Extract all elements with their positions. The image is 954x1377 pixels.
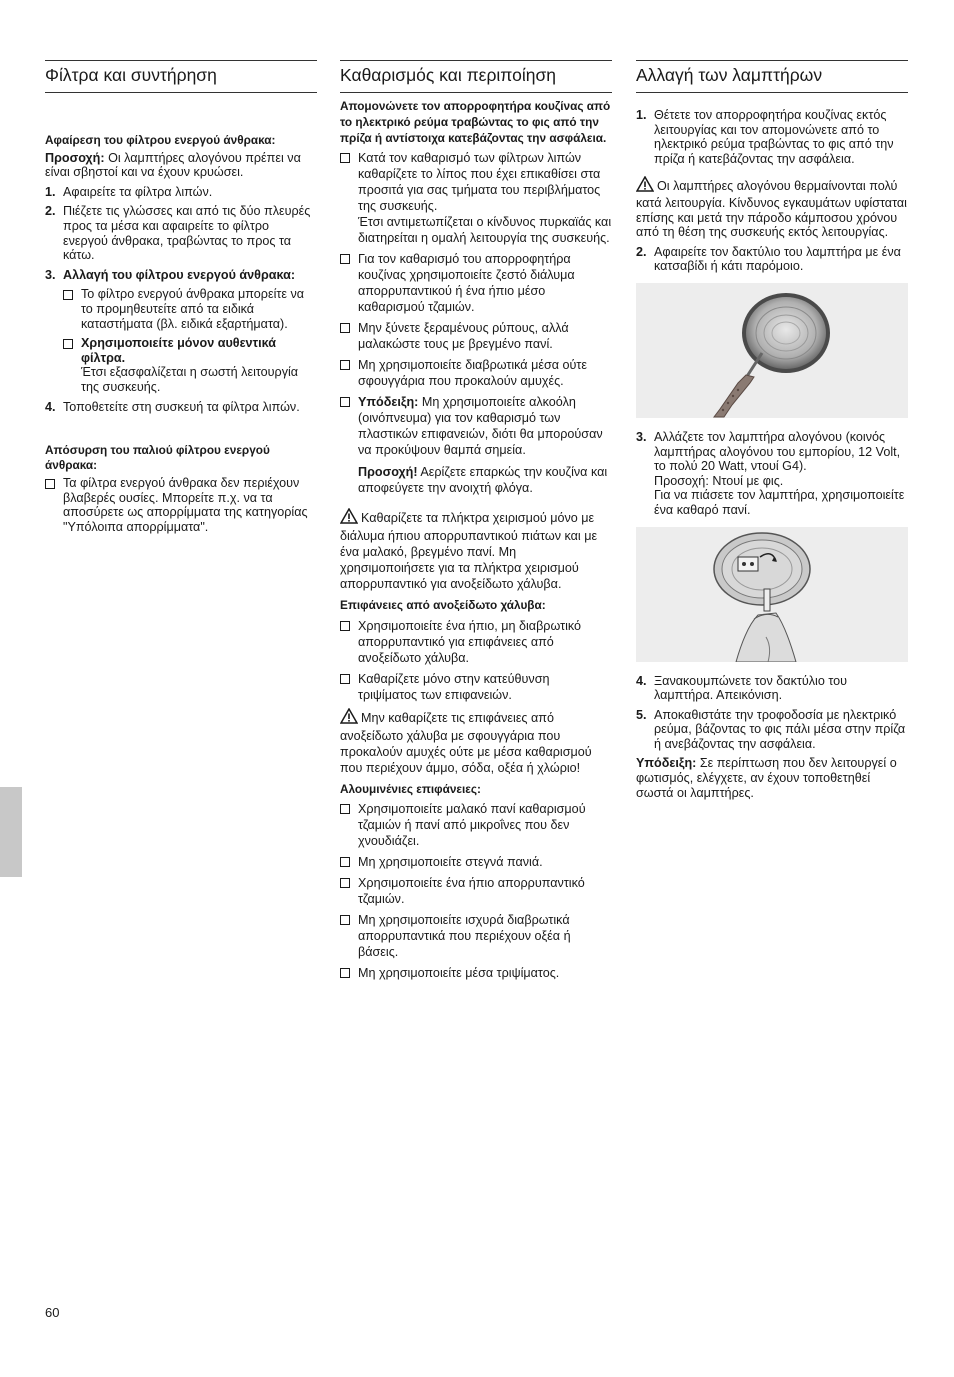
checkbox-bullet-icon (340, 397, 350, 407)
step-number: 4. (636, 673, 647, 688)
chapter-title-lamps: Αλλαγή των λαμπτήρων (636, 60, 908, 93)
checkbox-bullet-icon (63, 290, 73, 300)
bullet-text: Μην ξύνετε ξεραμένους ρύπους, αλλά μαλακώστε τους με βρεγμένο πανί. (358, 321, 569, 351)
caution-paragraph (45, 151, 317, 180)
bullet-text: Τα φίλτρα ενεργού άνθρακα δεν περιέχουν βλαβερές ουσίες. Μπορείτε π.χ. να τα αποσύρετε ως απορρίμματα της κατηγορίας "Υπόλοιπα απορρίμματα". (63, 476, 308, 535)
checkbox-bullet-icon (340, 360, 350, 370)
chapter-title-cleaning: Καθαρισμός και περιποίηση (340, 60, 612, 93)
caution-text: Οι λαμπτήρες αλογόνου πρέπει να είναι σβηστοί και να έχουν κρυώσει. (45, 150, 301, 180)
checkbox-bullet-icon (340, 968, 350, 978)
warning-paragraph (340, 708, 612, 776)
warning-triangle-icon (636, 176, 654, 196)
list-item (340, 357, 612, 389)
checkbox-bullet-icon (340, 323, 350, 333)
warning-paragraph (636, 176, 908, 239)
checkbox-bullet-icon (63, 339, 73, 349)
bullet-text-cont: Έτσι αντιμετωπίζεται ο κίνδυνος πυρκαϊάς και διατηρείται η ομαλή λειτουργία της συσκευής. (358, 215, 612, 245)
step-number: 3. (45, 267, 56, 282)
bullet-text: Μη χρησιμοποιείτε αλκοόλη (οινόπνευμα) για τον καθαρισμό των πλαστικών επιφανειών, διότι θα μπορούσαν να προκύψουν θαμπά σημεία. (358, 395, 603, 457)
step-text: Ξανακουμπώνετε τον δακτύλιο του λαμπτήρα. Απεικόνιση. (654, 673, 848, 703)
bullet-bold-text: Χρησιμοποιείτε μόνον αυθεντικά φίλτρα. (81, 336, 277, 365)
illustration-remove-ring (636, 283, 908, 418)
list-item (340, 251, 612, 315)
bullet-text: Χρησιμοποιείτε ένα ήπιο, μη διαβρωτικό απορρυπαντικό για επιφάνειες από ανοξείδωτο χάλυβα. (358, 618, 582, 665)
list-item (636, 674, 908, 703)
list-item (340, 854, 612, 870)
checkbox-bullet-icon (340, 804, 350, 814)
lamp-ring-screwdriver-image (636, 283, 908, 418)
column-lamps (636, 60, 908, 805)
bullet-text: Καθαρίζετε μόνο στην κατεύθυνση τριψίματος των επιφανειών. (358, 671, 550, 702)
warning-text: Οι λαμπτήρες αλογόνου θερμαίνονται πολύ κατά λειτουργία. Κίνδυνος εγκαυμάτων υφίσταται επίσης και μετά την πάροδο κάμποσου χρόνου από τη θέση της συσκευής εκτός λειτουργίας. (636, 179, 907, 240)
list-item (636, 108, 908, 166)
step-text: Αλλάζετε τον λαμπτήρα αλογόνου (κοινός λαμπτήρας αλογόνου του εμπορίου, 12 Volt, το πολύ 20 Watt, ντουί G4). (654, 429, 901, 474)
list-item (45, 400, 317, 415)
step-text: Αλλαγή του φίλτρου ενεργού άνθρακα: (63, 267, 296, 282)
checkbox-bullet-icon (340, 878, 350, 888)
checkbox-bullet-icon (340, 621, 350, 631)
warning-paragraph (340, 508, 612, 592)
step-text: Θέτετε τον απορροφητήρα κουζίνας εκτός λειτουργίας και τον απομονώνετε από το ηλεκτρικό ρεύμα τραβώντας το φις από την πρίζα ή κατεβάζοντας την ασφάλεια. (654, 108, 894, 166)
list-item (340, 671, 612, 703)
bullet-text: Κατά τον καθαρισμό των φίλτρων λιπών καθαρίζετε το λίπος που έχει επικαθίσει στα προσιτά για σας τμήματα του περιβλήματος της συσκευής. (358, 151, 601, 213)
note-text: Σε περίπτωση που δεν λειτουργεί ο φωτισμός, ελέγχετε, αν έχουν τοποθετηθεί σωστά οι λαμπτήρες. (636, 756, 897, 800)
list-item (45, 185, 317, 200)
intro-warning: Απομονώνετε τον απορροφητήρα κουζίνας από το ηλεκτρικό ρεύμα τραβώντας το φις από την πρίζα ή αντίστοιχα κατεβάζοντας την ασφάλεια. (340, 99, 611, 145)
section-tab-marker (0, 787, 22, 877)
section-title-disposal: Απόσυρση του παλιού φίλτρου ενεργού άνθρακα: (45, 443, 270, 472)
section-title-aluminium: Αλουμινένιες επιφάνειες: (340, 781, 481, 796)
list-item (340, 875, 612, 907)
bullet-text: Μη χρησιμοποιείτε στεγνά πανιά. (358, 855, 543, 870)
step-text: Πιέζετε τις γλώσσες και από τις δύο πλευρές προς τα μέσα και αφαιρείτε το φίλτρο ενεργού άνθρακα, τραβώντας το προς τα κάτω. (63, 204, 311, 263)
list-item (340, 912, 612, 960)
list-item (340, 965, 612, 981)
bullet-text: Μη χρησιμοποιείτε διαβρωτικά μέσα ούτε σφουγγάρια που προκαλούν αμυχές. (358, 358, 587, 388)
list-item (45, 204, 317, 262)
caution-label: Προσοχή: (45, 150, 105, 165)
checkbox-bullet-icon (340, 254, 350, 264)
note-label: Υπόδειξη: (358, 395, 419, 409)
list-item (340, 618, 612, 666)
note-label: Υπόδειξη: (636, 756, 697, 771)
note-paragraph (636, 756, 908, 800)
step-text: Αφαιρείτε τον δακτύλιο του λαμπτήρα με ένα κατσαβίδι ή κάτι παρόμοιο. (654, 244, 901, 274)
warning-triangle-icon (340, 508, 358, 528)
list-item (45, 476, 317, 534)
list-item (63, 287, 317, 331)
checkbox-bullet-icon (340, 915, 350, 925)
step-number: 2. (636, 244, 647, 259)
list-item (63, 336, 317, 394)
list-item (340, 394, 612, 496)
section-title-stainless: Επιφάνειες από ανοξείδωτο χάλυβα: (340, 598, 546, 612)
checkbox-bullet-icon (340, 674, 350, 684)
list-item (340, 150, 612, 246)
bullet-text: Μη χρησιμοποιείτε ισχυρά διαβρωτικά απορρυπαντικά που περιέχουν οξέα ή βάσεις. (358, 913, 571, 960)
step-text: Αφαιρείτε τα φίλτρα λιπών. (63, 184, 213, 199)
column-cleaning (340, 60, 612, 986)
step-number: 3. (636, 429, 647, 444)
warning-text: Μην καθαρίζετε τις επιφάνειες από ανοξείδωτο χάλυβα με σφουγγάρια που προκαλούν αμυχές ούτε με μέσα καθαρισμού που περιέχουν άμμο, σόδα, οξέα ή χλώριο! (340, 710, 592, 775)
step-number: 1. (45, 184, 56, 199)
illustration-replace-bulb (636, 527, 908, 662)
list-item (340, 801, 612, 849)
bullet-text: Το φίλτρο ενεργού άνθρακα μπορείτε να το προμηθευτείτε από τα ειδικά καταστήματα (βλ. ειδικά εξαρτήματα). (81, 287, 305, 331)
step-text: Τοποθετείτε στη συσκευή τα φίλτρα λιπών. (63, 399, 300, 414)
step-number: 5. (636, 707, 647, 722)
bullet-text: Μη χρησιμοποιείτε μέσα τριψίματος. (358, 966, 560, 981)
page-number: 60 (45, 1305, 60, 1320)
caution-label: Προσοχή! (358, 465, 418, 479)
list-item (636, 708, 908, 752)
warning-triangle-icon (340, 708, 358, 728)
step-text-line3: Για να πιάσετε τον λαμπτήρα, χρησιμοποιείτε ένα καθαρό πανί. (654, 488, 905, 517)
chapter-title-filters: Φίλτρα και συντήρηση (45, 60, 317, 93)
bullet-text: Για τον καθαρισμό του απορροφητήρα κουζίνας χρησιμοποιείτε ζεστό διάλυμα απορρυπαντικού ή ένα ήπιο μέσο καθαρισμού τζαμιών. (358, 252, 575, 314)
caution-text: Αερίζετε επαρκώς την κουζίνα και αποφεύγετε την ανοιχτή φλόγα. (358, 465, 608, 495)
list-item (636, 430, 908, 518)
list-item (45, 268, 317, 283)
bullet-text: Χρησιμοποιείτε ένα ήπιο απορρυπαντικό τζαμιών. (358, 876, 585, 907)
checkbox-bullet-icon (340, 857, 350, 867)
bullet-text: Χρησιμοποιείτε μαλακό πανί καθαρισμού τζαμιών ή πανί από μικροΐνες που δεν χνουδιάζει. (358, 802, 586, 849)
step-number: 1. (636, 108, 647, 122)
section-title-remove-filter: Αφαίρεση του φίλτρου ενεργού άνθρακα: (45, 133, 276, 147)
list-item (340, 320, 612, 352)
step-text: Αποκαθιστάτε την τροφοδοσία με ηλεκτρικό ρεύμα, βάζοντας το φις πάλι μέσα στην πρίζα ή ανεβάζοντας την ασφάλεια. (654, 707, 906, 751)
checkbox-bullet-icon (340, 153, 350, 163)
step-text-line2: Προσοχή: Ντουί με φις. (654, 473, 784, 488)
column-filters (45, 60, 317, 540)
warning-text: Καθαρίζετε τα πλήκτρα χειρισμού μόνο με διάλυμα ήπιου απορρυπαντικού πιάτων και με ένα μαλακό, βρεγμένο πανί. Μη χρησιμοποιήσετε για τα πλήκτρα χειρισμού απορρυπαντικό για ανοξείδωτο χάλυβα. (340, 511, 598, 591)
checkbox-bullet-icon (45, 479, 55, 489)
bullet-text: Έτσι εξασφαλίζεται η σωστή λειτουργία της συσκευής. (81, 365, 299, 394)
lamp-bulb-hand-image (636, 527, 908, 662)
step-number: 2. (45, 204, 56, 219)
list-item (636, 245, 908, 274)
step-number: 4. (45, 399, 56, 414)
